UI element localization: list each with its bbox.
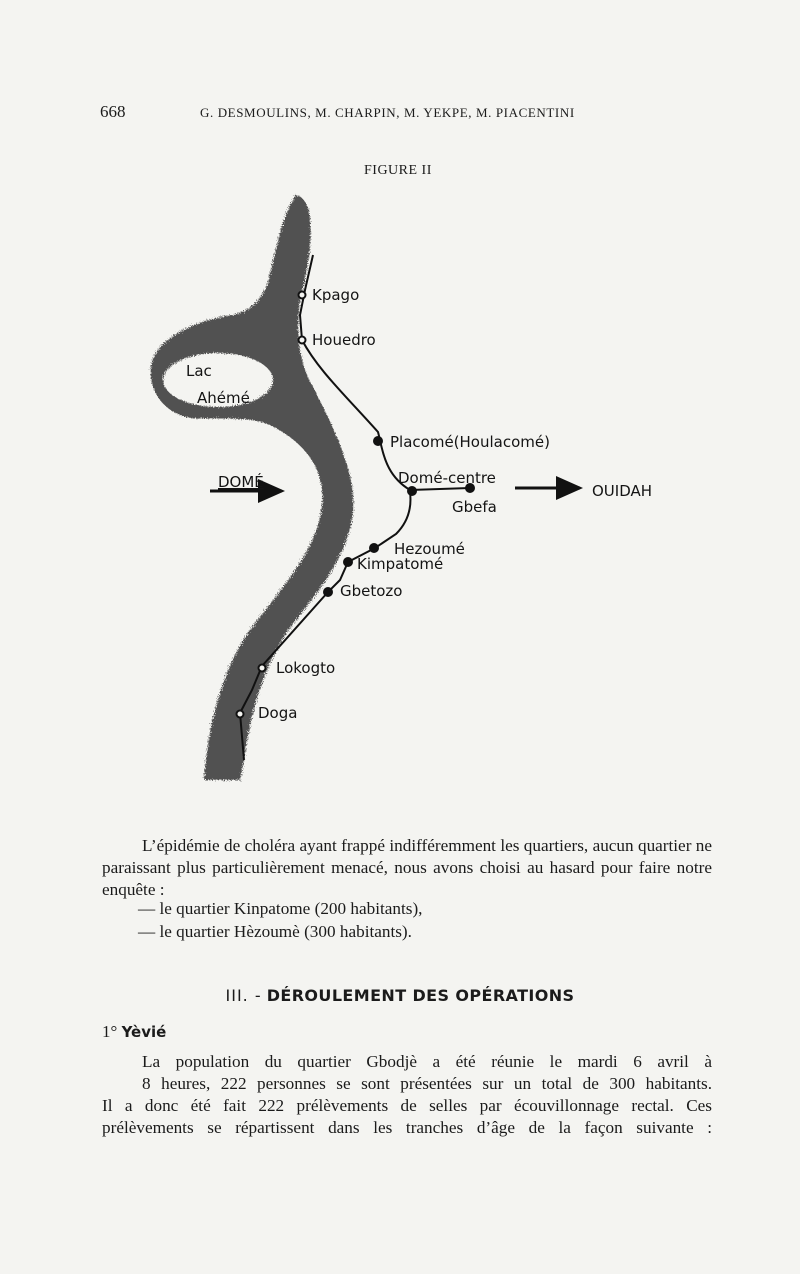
label-kimpatome: Kimpatomé: [357, 555, 444, 573]
label-kpago: Kpago: [312, 286, 360, 304]
label-gbefa: Gbefa: [452, 498, 497, 516]
marker-doga: [237, 711, 244, 718]
marker-placome: [373, 436, 383, 446]
marker-houedro: [299, 337, 306, 344]
label-gbetozo: Gbetozo: [340, 582, 403, 600]
list-item-hezoume: — le quartier Hèzoumè (300 habitants).: [138, 922, 412, 941]
list-item-kinpatome: — le quartier Kinpatome (200 habitants),: [138, 899, 423, 918]
label-doga: Doga: [258, 704, 298, 722]
label-dome-centre: Domé-centre: [398, 469, 496, 487]
paragraph-line: prélèvements se répartissent dans les tranches d’âge de la façon suivante :: [102, 1118, 712, 1137]
section-title: DÉROULEMENT DES OPÉRATIONS: [266, 986, 575, 1005]
label-placome: Placomé(Houlacomé): [390, 433, 550, 451]
label-houedro: Houedro: [312, 331, 376, 349]
subsection-title: Yèvié: [121, 1023, 167, 1041]
paragraph-yevie: [102, 1051, 712, 1139]
page-number: 668: [100, 102, 126, 121]
lake-label-line2: Ahémé: [197, 389, 250, 407]
marker-gbetozo: [323, 587, 333, 597]
paragraph-line: 8 heures, 222 personnes se sont présentées sur un total de 300 habitants.: [142, 1074, 712, 1093]
author-line: G. DESMOULINS, M. CHARPIN, M. YEKPE, M. PIACENTINI: [200, 105, 575, 120]
running-header: [0, 102, 800, 126]
paragraph-line: La population du quartier Gbodjè a été réunie le mardi 6 avril à: [142, 1052, 712, 1071]
marker-kimpatome: [343, 557, 353, 567]
arrow-label-ouidah: OUIDAH: [592, 482, 653, 500]
label-lokogto: Lokogto: [276, 659, 336, 677]
marker-dome-centre: [407, 486, 417, 496]
section-number: III. -: [225, 986, 262, 1005]
arrow-label-dome: DOMÉ: [218, 473, 264, 491]
paragraph-epidemic: L’épidémie de choléra ayant frappé indifféremment les quartiers, aucun quartier ne paraissant plus particulièrement menacé, nous avons choisi au hasard pour faire notre enquête :: [102, 836, 712, 899]
subsection-number: 1°: [102, 1022, 118, 1041]
section-heading: [0, 986, 800, 1005]
marker-hezoume: [369, 543, 379, 553]
marker-lokogto: [259, 665, 266, 672]
paragraph-line: Il a donc été fait 222 prélèvements de selles par écouvillonnage rectal. Ces: [102, 1096, 712, 1115]
village-map: [0, 185, 800, 785]
figure-title: FIGURE II: [364, 163, 432, 178]
lake-label-line1: Lac: [186, 362, 212, 380]
subsection-heading: [102, 1022, 166, 1042]
marker-kpago: [299, 292, 306, 299]
label-hezoume: Hezoumé: [394, 540, 465, 558]
